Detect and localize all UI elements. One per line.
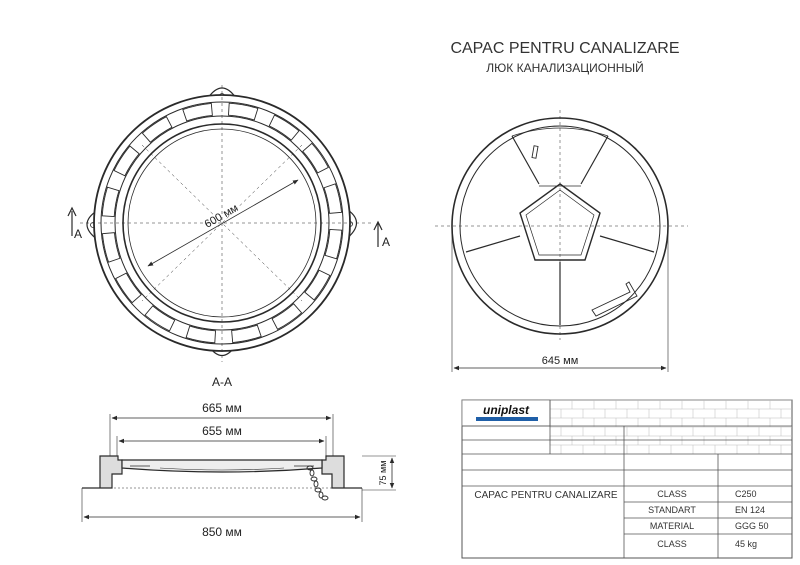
spec-value-1: C250: [735, 489, 757, 499]
title-block: [462, 400, 792, 558]
brand-logo: uniplast: [482, 403, 530, 417]
title-russian: ЛЮК КАНАЛИЗАЦИОННЫЙ: [486, 61, 644, 75]
spec-key-1: CLASS: [657, 489, 687, 499]
section-dim-top: 665 мм: [202, 401, 242, 415]
section-frame-profile: [82, 456, 122, 488]
cover-width-label: 645 мм: [541, 355, 579, 367]
spec-value-3: GGG 50: [735, 521, 769, 531]
section-mark-left: A: [74, 227, 83, 241]
spec-value-2: EN 124: [735, 505, 766, 515]
section-dim-mid: 655 мм: [202, 424, 242, 438]
title-block-product-name: CAPAC PENTRU CANALIZARE: [474, 490, 618, 501]
spec-value-4: 45 kg: [735, 539, 758, 549]
plan-view: [68, 85, 382, 362]
brand-logo-bar: [476, 417, 538, 421]
section-height-label: 75 мм: [378, 460, 388, 486]
spec-key-2: STANDART: [648, 505, 696, 515]
section-label: A-A: [211, 375, 233, 389]
section-mark-right: A: [382, 235, 391, 249]
section-dim-bottom: 850 мм: [202, 525, 242, 539]
spec-key-3: MATERIAL: [649, 521, 695, 531]
diameter-label: 600 мм: [202, 202, 241, 231]
cover-view: [435, 110, 688, 372]
title-romanian: CAPAC PENTRU CANALIZARE: [450, 40, 680, 57]
spec-key-4: CLASS: [657, 539, 687, 549]
